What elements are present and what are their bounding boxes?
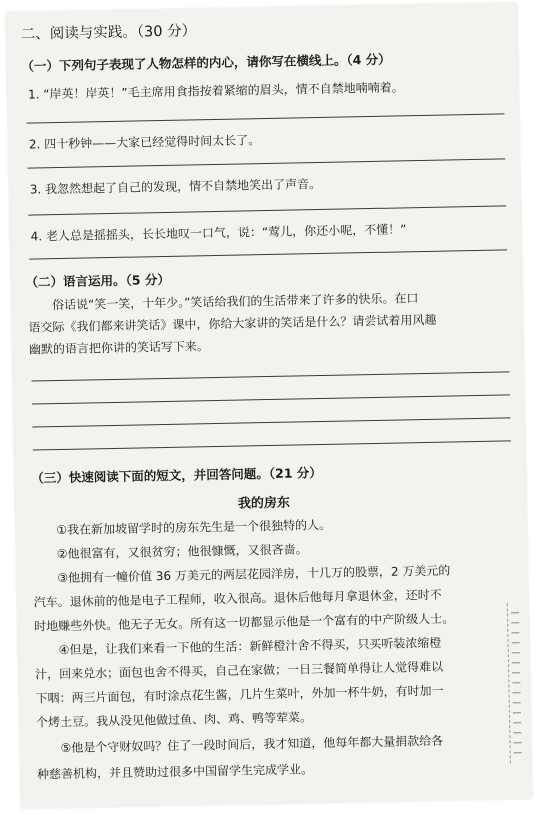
part2-paragraph-line: 语交际《我们都来讲笑话》课中，你给大家讲的笑话是什么？请尝试着用风趣 (28, 312, 437, 335)
answer-line-4[interactable] (29, 249, 507, 259)
answer-line-3[interactable] (28, 205, 506, 215)
article-line: 种慈善机构，并且赞助过很多中国留学生完成学业。 (36, 762, 314, 782)
article-line: ⑤他是个守财奴吗？住了一段时间后，我才知道，他每年都大量捐款给各 (60, 733, 444, 756)
writing-line[interactable] (32, 417, 510, 427)
article-line: ②他很富有，又很贫穷；他很慷慨，又很吝啬。 (56, 542, 308, 562)
writing-line[interactable] (31, 371, 509, 381)
question-2: 2. 四十秒钟——大家已经觉得时间太长了。 (28, 133, 261, 152)
part2-paragraph-line: 俗话说“笑一笑，十年少。”笑话给我们的生活带来了许多的快乐。在口 (51, 291, 419, 313)
article-line: 下咽：两三片面包，有时涂点花生酱，几片生菜叶，外加一杯牛奶，有时加一 (35, 683, 444, 706)
article-line: 个烤土豆。我从没见他做过鱼、肉、鸡、鸭等荤菜。 (35, 710, 313, 730)
page-edge-marks (507, 603, 525, 763)
part1-heading: （一）下列句子表现了人物怎样的内心，请你写在横线上。（4 分） (21, 51, 391, 74)
article-line: ④但是，让我们来看一下他的生活：新鲜橙汁舍不得买，只买听装浓缩橙 (58, 635, 442, 658)
section-title: 二、阅读与实践。（30 分） (20, 23, 197, 43)
article-line: ①我在新加坡留学时的房东先生是一个很独特的人。 (56, 517, 332, 538)
part3-heading: （三）快速阅读下面的短文，并回答问题。（21 分） (31, 465, 322, 486)
exam-page (6, 3, 531, 808)
answer-line-1[interactable] (27, 113, 505, 123)
article-line: 时地赚些外快。他无子无女。所有这一切都显示他是一个富有的中产阶级人士。 (34, 611, 455, 634)
question-1: 1. “岸英！岸英！”毛主席用食指按着紧缩的眉头，情不自禁地喃喃着。 (27, 80, 404, 102)
question-3: 3. 我忽然想起了自己的发现，情不自禁地笑出了声音。 (29, 176, 322, 197)
part2-paragraph-line: 幽默的语言把你讲的笑话写下来。 (28, 339, 209, 357)
article-line: ③他拥有一幢价值 36 万美元的两层花园洋房，十几万的股票，2 万美元的 (57, 563, 451, 586)
answer-line-2[interactable] (27, 158, 505, 168)
article-line: 汁，回来兑水；面包也舍不得买，自己在家做；一日三餐简单得让人觉得难以 (34, 659, 444, 682)
question-4: 4. 老人总是摇摇头，长长地叹一口气，说：“莺儿，你还小呢，不懂！” (30, 222, 407, 244)
writing-line[interactable] (32, 394, 510, 404)
article-line: 汽车。退休前的他是电子工程师，收入很高。退休后他每月拿退休金，还时不 (33, 587, 442, 610)
part2-heading: （二）语言运用。（5 分） (25, 271, 171, 290)
writing-line[interactable] (33, 440, 511, 450)
article-title: 我的房东 (237, 495, 291, 512)
